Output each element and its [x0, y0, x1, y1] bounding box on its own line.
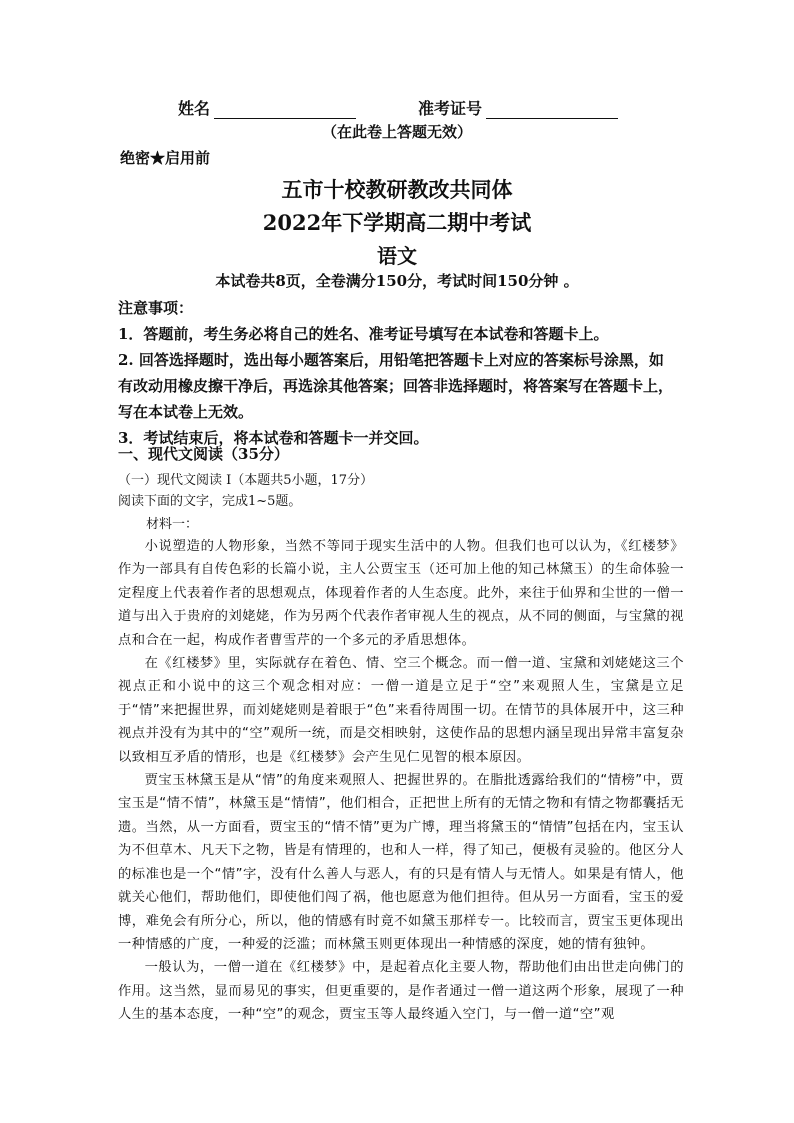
- union-title: 五市十校教研教改共同体: [281, 177, 513, 202]
- subsection-heading: （一）现代文阅读 I（本题共5小题，17分）: [118, 473, 374, 488]
- invalid-note: （在此卷上答题无效）: [321, 123, 472, 141]
- name-blank[interactable]: [214, 102, 356, 119]
- exam-id-label: 准考证号: [418, 99, 483, 118]
- passage-paragraph: 小说塑造的人物形象，当然不等同于现实生活中的人物。但我们也可以认为，《红楼梦》作为一部具有自传色彩的长篇小说，主人公贾宝玉（还可加上他的知己林黛玉）的生命体验一定程度上代表着作者的思想观点，体现着作者的人生态度。此外，来往于仙界和尘世的一僧一道与出入于贵府的刘姥姥，作为另两个代表作者审视人生的视点，从不同的侧面，与宝黛的视点和合在一起，构成作者曹雪芹的一个多元的矛盾思想体。: [118, 539, 684, 648]
- note-item: 3．考试结束后，将本试卷和答题卡一并交回。: [118, 429, 429, 447]
- exam-id-field[interactable]: [418, 96, 618, 119]
- paper-info: 本试卷共8页，全卷满分150分，考试时间150分钟 。: [215, 272, 579, 290]
- passage-paragraph: 贾宝玉林黛玉是从“情”的角度来观照人、把握世界的。在脂批透露给我们的“情榜”中，贾宝玉是“情不情”，林黛玉是“情情”，他们相合，正把世上所有的无情之物和有情之物都囊括无遗。当然，从一方面看，贾宝玉的“情不情”更为广博，理当将黛玉的“情情”包括在内，宝玉认为不但草木、凡天下之物，皆是有情理的，也和人一样，得了知己，便极有灵验的。他区分人的标准也是一个“情”字，没有什么善人与恶人，有的只是有情人与无情人。如果是有情人，他就关心他们，帮助他们，即使他们闯了祸，他也愿意为他们担待。但从另一方面看，宝玉的爱博，难免会有所分心，所以，他的情感有时竟不如黛玉那样专一。比较而言，贾宝玉更体现出一种情感的广度，一种爱的泛滥；而林黛玉则更体现出一种情感的深度，她的情有独钟。: [118, 773, 684, 952]
- notes-block: [118, 295, 678, 451]
- material-label: 材料一：: [146, 517, 199, 532]
- passage: [118, 535, 684, 1027]
- exam-title: 2022年下学期高二期中考试: [262, 210, 532, 235]
- passage-paragraph: 在《红楼梦》里，实际就存在着色、情、空三个概念。而一僧一道、宝黛和刘姥姥这三个视点正和小说中的这三个观念相对应：一僧一道是立足于“空”来观照人生，宝黛是立足于“情”来把握世界，而刘姥姥则是着眼于“色”来看待周围一切。在情节的具体展开中，这三种视点并没有为其中的“空”观所一统，而是交相映射，这使作品的思想内涵呈现出异常丰富复杂以致相互矛盾的情形，也是《红楼梦》会产生见仁见智的根本原因。: [118, 656, 684, 765]
- subject-title: 语文: [377, 244, 417, 268]
- secret-label: 绝密★启用前: [120, 149, 211, 167]
- section-heading: 一、现代文阅读（35分）: [118, 445, 289, 463]
- notes-heading: 注意事项：: [118, 299, 194, 317]
- reading-instruction: 阅读下面的文字，完成1~5题。: [118, 494, 302, 509]
- note-item: 1．答题前，考生务必将自己的姓名、准考证号填写在本试卷和答题卡上。: [118, 325, 609, 343]
- candidate-info-line: [0, 96, 794, 118]
- passage-paragraph: 一般认为，一僧一道在《红楼梦》中，是起着点化主要人物，帮助他们由出世走向佛门的作用。这当然，显而易见的事实，但更重要的，是作者通过一僧一道这两个形象，展现了一种人生的基本态度，一种“空”的观念，贾宝玉等人最终遁入空门，与一僧一道“空”观: [118, 960, 684, 1023]
- name-label: 姓名: [178, 99, 211, 118]
- name-field[interactable]: [178, 96, 356, 119]
- exam-id-blank[interactable]: [486, 102, 618, 119]
- note-item: 2. 回答选择题时，选出每小题答案后，用铅笔把答题卡上对应的答案标号涂黑，如有改动用橡皮擦干净后，再选涂其他答案；回答非选择题时，将答案写在答题卡上，写在本试卷上无效。: [118, 351, 674, 421]
